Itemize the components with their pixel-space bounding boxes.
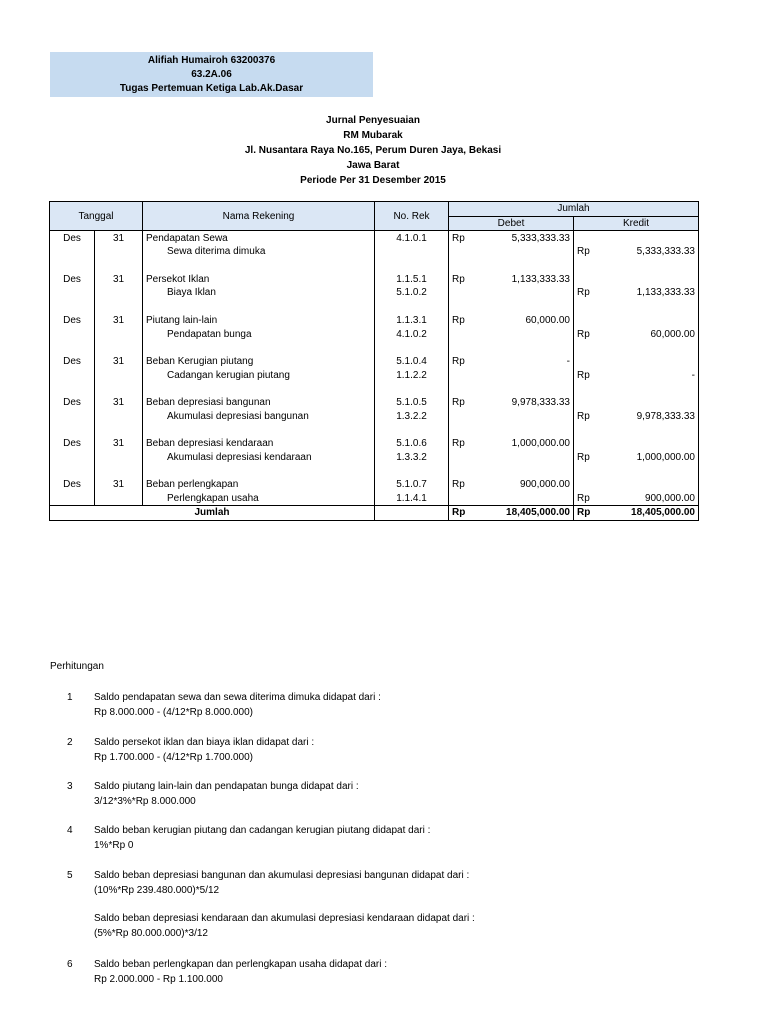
account-name: Perlengkapan usaha bbox=[143, 491, 375, 505]
month-cell: Des bbox=[50, 355, 95, 369]
account-name: Piutang lain-lain bbox=[143, 314, 375, 328]
account-name: Akumulasi depresiasi bangunan bbox=[143, 409, 375, 423]
account-number: 5.1.0.6 bbox=[375, 437, 449, 451]
empty-cell bbox=[476, 245, 574, 259]
empty-cell bbox=[95, 450, 143, 464]
empty-cell bbox=[476, 491, 574, 505]
empty-cell bbox=[476, 409, 574, 423]
journal-row-debit bbox=[50, 437, 699, 451]
month-cell: Des bbox=[50, 231, 95, 245]
account-number: 1.1.5.1 bbox=[375, 272, 449, 286]
empty-cell bbox=[95, 491, 143, 505]
day-cell: 31 bbox=[95, 355, 143, 369]
debit-amount: 9,978,333.33 bbox=[476, 396, 574, 410]
account-name: Cadangan kerugian piutang bbox=[143, 368, 375, 382]
calculation-number: 3 bbox=[67, 781, 73, 792]
spacer-row bbox=[50, 382, 699, 396]
empty-cell bbox=[449, 286, 476, 300]
spacer-row bbox=[50, 341, 699, 355]
empty-cell bbox=[574, 231, 601, 245]
account-name: Sewa diterima dimuka bbox=[143, 245, 375, 259]
credit-amount: 60,000.00 bbox=[601, 327, 699, 341]
empty-cell bbox=[601, 231, 699, 245]
currency-label: Rp bbox=[574, 491, 601, 505]
account-name: Beban depresiasi bangunan bbox=[143, 396, 375, 410]
empty-cell bbox=[601, 355, 699, 369]
empty-cell bbox=[476, 450, 574, 464]
adjusting-journal-table bbox=[49, 201, 699, 521]
account-number: 5.1.0.5 bbox=[375, 396, 449, 410]
assignment-title: Tugas Pertemuan Ketiga Lab.Ak.Dasar bbox=[119, 83, 304, 94]
empty-cell bbox=[50, 450, 95, 464]
credit-amount: 900,000.00 bbox=[601, 491, 699, 505]
journal-row-debit bbox=[50, 355, 699, 369]
document-header bbox=[0, 113, 746, 188]
account-name: Akumulasi depresiasi kendaraan bbox=[143, 450, 375, 464]
debit-amount: 1,133,333.33 bbox=[476, 272, 574, 286]
empty-cell bbox=[50, 368, 95, 382]
account-number: 1.1.4.1 bbox=[375, 491, 449, 505]
account-number: 1.3.2.2 bbox=[375, 409, 449, 423]
account-number bbox=[375, 245, 449, 259]
account-name: Beban perlengkapan bbox=[143, 478, 375, 492]
calculation-formula: 1%*Rp 0 bbox=[94, 840, 134, 851]
empty-cell bbox=[574, 272, 601, 286]
calculation-description: Saldo piutang lain-lain dan pendapatan bunga didapat dari : bbox=[94, 781, 359, 792]
calculation-description: Saldo persekot iklan dan biaya iklan didapat dari : bbox=[94, 737, 315, 748]
total-debit: 18,405,000.00 bbox=[476, 506, 574, 521]
empty-cell bbox=[375, 506, 449, 521]
student-class: 63.2A.06 bbox=[191, 69, 232, 80]
credit-amount: 9,978,333.33 bbox=[601, 409, 699, 423]
currency-label: Rp bbox=[574, 409, 601, 423]
calculation-number: 6 bbox=[67, 959, 73, 970]
empty-cell bbox=[50, 409, 95, 423]
header-nama-rekening: Nama Rekening bbox=[143, 202, 375, 231]
currency-label: Rp bbox=[574, 450, 601, 464]
account-name: Beban Kerugian piutang bbox=[143, 355, 375, 369]
empty-cell bbox=[95, 286, 143, 300]
currency-label: Rp bbox=[449, 437, 476, 451]
debit-amount: 1,000,000.00 bbox=[476, 437, 574, 451]
account-number: 1.3.3.2 bbox=[375, 450, 449, 464]
header-debet: Debet bbox=[449, 216, 574, 231]
calculation-description: Saldo beban kerugian piutang dan cadangan kerugian piutang didapat dari : bbox=[94, 825, 431, 836]
student-info-box bbox=[50, 52, 373, 97]
account-name: Persekot Iklan bbox=[143, 272, 375, 286]
calculation-description: Saldo beban perlengkapan dan perlengkapan usaha didapat dari : bbox=[94, 959, 388, 970]
currency-label: Rp bbox=[449, 396, 476, 410]
journal-row-credit bbox=[50, 327, 699, 341]
day-cell: 31 bbox=[95, 437, 143, 451]
empty-cell bbox=[574, 478, 601, 492]
empty-cell bbox=[449, 450, 476, 464]
currency-label: Rp bbox=[449, 478, 476, 492]
debit-amount: - bbox=[476, 355, 574, 369]
day-cell: 31 bbox=[95, 314, 143, 328]
total-label: Jumlah bbox=[50, 506, 375, 521]
calculation-formula: Rp 8.000.000 - (4/12*Rp 8.000.000) bbox=[94, 707, 253, 718]
month-cell: Des bbox=[50, 396, 95, 410]
spacer-row bbox=[50, 259, 699, 273]
currency-label: Rp bbox=[574, 245, 601, 259]
empty-cell bbox=[476, 286, 574, 300]
empty-cell bbox=[574, 396, 601, 410]
credit-amount: 1,000,000.00 bbox=[601, 450, 699, 464]
calculation-formula: Rp 1.700.000 - (4/12*Rp 1.700.000) bbox=[94, 752, 253, 763]
account-number: 1.1.3.1 bbox=[375, 314, 449, 328]
empty-cell bbox=[95, 409, 143, 423]
header-tanggal: Tanggal bbox=[50, 202, 143, 231]
day-cell: 31 bbox=[95, 231, 143, 245]
currency-label: Rp bbox=[449, 506, 476, 521]
account-name: Beban depresiasi kendaraan bbox=[143, 437, 375, 451]
company-province: Jawa Barat bbox=[346, 160, 400, 171]
empty-cell bbox=[601, 478, 699, 492]
empty-cell bbox=[574, 314, 601, 328]
header-jumlah: Jumlah bbox=[449, 202, 699, 217]
currency-label: Rp bbox=[574, 327, 601, 341]
account-number: 5.1.0.2 bbox=[375, 286, 449, 300]
empty-cell bbox=[601, 314, 699, 328]
calculation-description: Saldo pendapatan sewa dan sewa diterima dimuka didapat dari : bbox=[94, 692, 381, 703]
calculation-description: Saldo beban depresiasi bangunan dan akumulasi depresiasi bangunan didapat dari : bbox=[94, 870, 470, 881]
month-cell: Des bbox=[50, 314, 95, 328]
calculation-formula: (5%*Rp 80.000.000)*3/12 bbox=[94, 928, 208, 939]
journal-row-credit bbox=[50, 409, 699, 423]
journal-body bbox=[50, 231, 699, 520]
empty-cell bbox=[95, 368, 143, 382]
spacer-row bbox=[50, 464, 699, 478]
month-cell: Des bbox=[50, 437, 95, 451]
empty-cell bbox=[50, 286, 95, 300]
empty-cell bbox=[574, 437, 601, 451]
empty-cell bbox=[50, 245, 95, 259]
day-cell: 31 bbox=[95, 478, 143, 492]
day-cell: 31 bbox=[95, 272, 143, 286]
currency-label: Rp bbox=[574, 286, 601, 300]
account-name: Biaya Iklan bbox=[143, 286, 375, 300]
empty-cell bbox=[50, 491, 95, 505]
total-credit: 18,405,000.00 bbox=[601, 506, 699, 521]
empty-cell bbox=[574, 355, 601, 369]
account-name: Pendapatan bunga bbox=[143, 327, 375, 341]
calculation-number: 1 bbox=[67, 692, 73, 703]
empty-cell bbox=[601, 437, 699, 451]
currency-label: Rp bbox=[449, 272, 476, 286]
empty-cell bbox=[449, 491, 476, 505]
calculation-number: 2 bbox=[67, 737, 73, 748]
journal-row-debit bbox=[50, 396, 699, 410]
credit-amount: 5,333,333.33 bbox=[601, 245, 699, 259]
calculation-number: 4 bbox=[67, 825, 73, 836]
empty-cell bbox=[449, 245, 476, 259]
debit-amount: 5,333,333.33 bbox=[476, 231, 574, 245]
currency-label: Rp bbox=[449, 231, 476, 245]
month-cell: Des bbox=[50, 478, 95, 492]
empty-cell bbox=[601, 272, 699, 286]
total-row bbox=[50, 506, 699, 521]
journal-row-debit bbox=[50, 478, 699, 492]
spacer-row bbox=[50, 300, 699, 314]
journal-row-credit bbox=[50, 245, 699, 259]
journal-row-debit bbox=[50, 231, 699, 245]
currency-label: Rp bbox=[574, 506, 601, 521]
calculation-formula: Rp 2.000.000 - Rp 1.100.000 bbox=[94, 974, 223, 985]
calculation-formula: (10%*Rp 239.480.000)*5/12 bbox=[94, 885, 220, 896]
empty-cell bbox=[95, 327, 143, 341]
account-number: 5.1.0.4 bbox=[375, 355, 449, 369]
report-period: Periode Per 31 Desember 2015 bbox=[300, 175, 446, 186]
company-address: Jl. Nusantara Raya No.165, Perum Duren Jaya, Bekasi bbox=[244, 145, 502, 156]
empty-cell bbox=[449, 409, 476, 423]
empty-cell bbox=[449, 368, 476, 382]
calculation-description: Saldo beban depresiasi kendaraan dan akumulasi depresiasi kendaraan didapat dari : bbox=[94, 913, 475, 924]
account-number: 1.1.2.2 bbox=[375, 368, 449, 382]
currency-label: Rp bbox=[449, 355, 476, 369]
document-title: Jurnal Penyesuaian bbox=[326, 115, 420, 126]
account-number: 5.1.0.7 bbox=[375, 478, 449, 492]
month-cell: Des bbox=[50, 272, 95, 286]
calculation-title: Perhitungan bbox=[50, 661, 104, 672]
empty-cell bbox=[50, 327, 95, 341]
empty-cell bbox=[476, 368, 574, 382]
currency-label: Rp bbox=[449, 314, 476, 328]
account-number: 4.1.0.1 bbox=[375, 231, 449, 245]
spacer-row bbox=[50, 423, 699, 437]
day-cell: 31 bbox=[95, 396, 143, 410]
calculation-number: 5 bbox=[67, 870, 73, 881]
debit-amount: 60,000.00 bbox=[476, 314, 574, 328]
empty-cell bbox=[95, 245, 143, 259]
credit-amount: - bbox=[601, 368, 699, 382]
company-name: RM Mubarak bbox=[343, 130, 403, 141]
credit-amount: 1,133,333.33 bbox=[601, 286, 699, 300]
empty-cell bbox=[476, 327, 574, 341]
header-no-rek: No. Rek bbox=[375, 202, 449, 231]
journal-row-credit bbox=[50, 491, 699, 505]
empty-cell bbox=[601, 396, 699, 410]
student-name: Alifiah Humairoh 63200376 bbox=[147, 55, 276, 66]
header-kredit: Kredit bbox=[574, 216, 699, 231]
calculation-formula: 3/12*3%*Rp 8.000.000 bbox=[94, 796, 196, 807]
account-number: 4.1.0.2 bbox=[375, 327, 449, 341]
empty-cell bbox=[449, 327, 476, 341]
journal-row-debit bbox=[50, 314, 699, 328]
journal-row-credit bbox=[50, 450, 699, 464]
journal-row-credit bbox=[50, 368, 699, 382]
journal-row-credit bbox=[50, 286, 699, 300]
currency-label: Rp bbox=[574, 368, 601, 382]
journal-row-debit bbox=[50, 272, 699, 286]
account-name: Pendapatan Sewa bbox=[143, 231, 375, 245]
debit-amount: 900,000.00 bbox=[476, 478, 574, 492]
